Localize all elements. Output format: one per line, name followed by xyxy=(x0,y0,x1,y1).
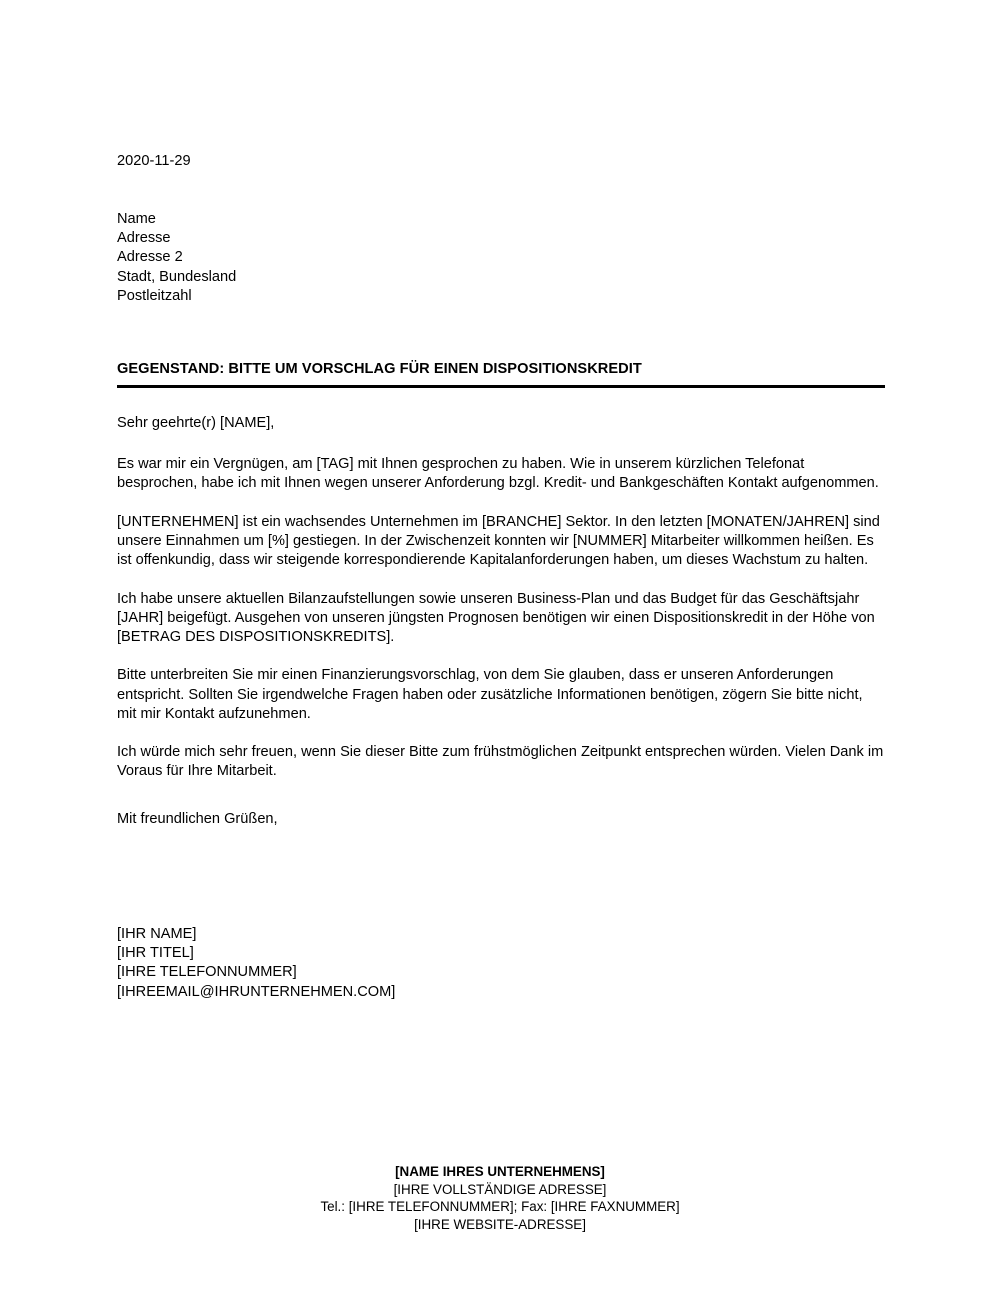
page-footer xyxy=(0,1163,1000,1233)
letter-body xyxy=(117,414,885,829)
signature-block xyxy=(117,925,885,1002)
footer-address: [IHRE VOLLSTÄNDIGE ADRESSE] xyxy=(393,1181,607,1197)
recipient-line-name: Name xyxy=(117,211,156,227)
subject-divider xyxy=(117,385,885,388)
signature-phone: [IHRE TELEFONNUMMER] xyxy=(117,964,297,981)
signature-email: [IHREEMAIL@IHRUNTERNEHMEN.COM] xyxy=(117,983,396,1000)
signature-name: [IHR NAME] xyxy=(117,926,197,942)
footer-phone-fax: Tel.: [IHRE TELEFONNUMMER]; Fax: [IHRE FAXNUMMER] xyxy=(320,1199,680,1215)
body-paragraph-1: Es war mir ein Vergnügen, am [TAG] mit Ihnen gesprochen zu haben. Wie in unserem kürzlichen Telefonat besprochen, habe ich mit Ihnen wegen unserer Anforderung bzgl. Kredit- und Bankgeschäften Kontakt aufgenommen. xyxy=(117,456,879,492)
body-paragraph-5: Ich würde mich sehr freuen, wenn Sie dieser Bitte zum frühstmöglichen Zeitpunkt entsprechen würden. Vielen Dank im Voraus für Ihre Mitarbeit. xyxy=(117,744,884,780)
subject-block xyxy=(117,360,885,388)
body-paragraph-2: [UNTERNEHMEN] ist ein wachsendes Unternehmen im [BRANCHE] Sektor. In den letzten [MONATEN/JAHREN] sind unsere Einnahmen um [%] gestiegen. In der Zwischenzeit konnten wir [NUMMER] Mitarbeiter willkommen heißen. Es ist offenkundig, dass wir steigende korrespondierende Kapitalanforderungen haben, um dieses Wachstum zu halten. xyxy=(117,513,880,569)
subject-heading: GEGENSTAND: BITTE UM VORSCHLAG FÜR EINEN DISPOSITIONSKREDIT xyxy=(117,361,642,377)
recipient-address-block xyxy=(117,210,885,306)
body-paragraph-4: Bitte unterbreiten Sie mir einen Finanzierungsvorschlag, von dem Sie glauben, dass er unseren Anforderungen entspricht. Sollten Sie irgendwelche Fragen haben oder zusätzliche Informationen benötigen, zögern Sie bitte nicht, mit mir Kontakt aufzunehmen. xyxy=(117,667,863,722)
signature-title: [IHR TITEL] xyxy=(117,945,194,962)
letter-date: 2020-11-29 xyxy=(117,153,191,169)
footer-website: [IHRE WEBSITE-ADRESSE] xyxy=(414,1216,586,1232)
recipient-line-address2: Adresse 2 xyxy=(117,249,183,266)
recipient-line-city-state: Stadt, Bundesland xyxy=(117,268,237,285)
salutation: Sehr geehrte(r) [NAME], xyxy=(117,415,275,431)
body-paragraph-3: Ich habe unsere aktuellen Bilanzaufstellungen sowie unseren Business-Plan und das Budget für das Geschäftsjahr [JAHR] beigefügt. Ausgehen von unseren jüngsten Prognosen benötigen wir einen Dispositionskredit in der Höhe von [BETRAG DES DISPOSITIONSKREDITS]. xyxy=(117,590,875,645)
recipient-line-address: Adresse xyxy=(117,230,171,247)
recipient-line-postal-code: Postleitzahl xyxy=(117,287,192,304)
date-block xyxy=(117,152,885,171)
footer-company-name: [NAME IHRES UNTERNEHMENS] xyxy=(395,1164,605,1179)
closing-salutation: Mit freundlichen Grüßen, xyxy=(117,810,278,827)
